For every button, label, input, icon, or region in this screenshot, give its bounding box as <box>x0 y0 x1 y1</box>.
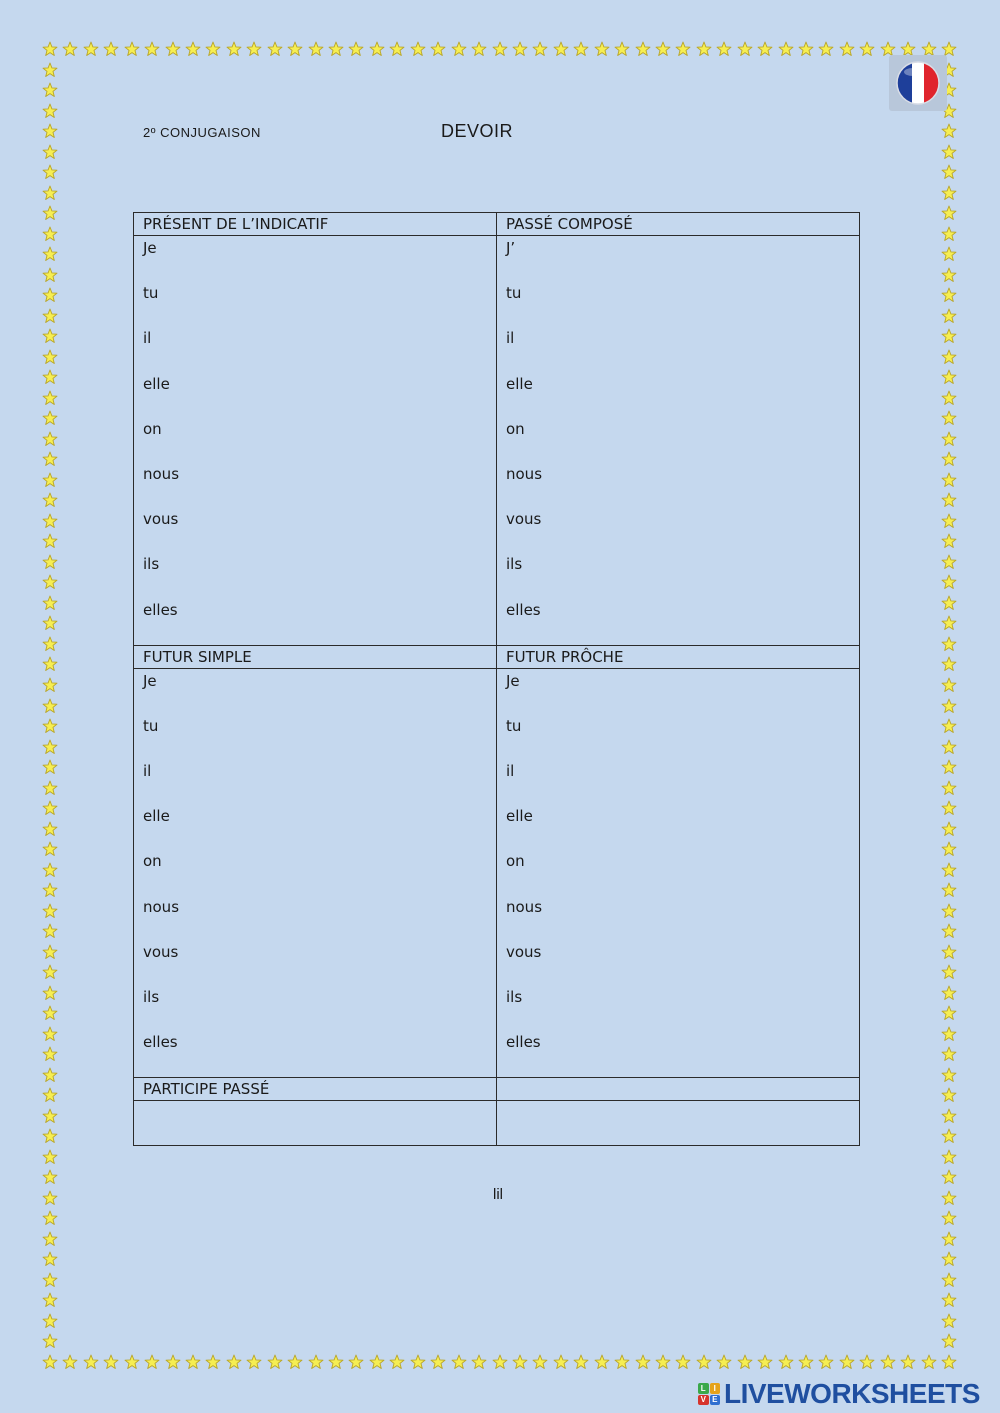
star-icon <box>941 759 957 775</box>
star-icon <box>42 677 58 693</box>
star-icon <box>941 985 957 1001</box>
star-icon <box>42 226 58 242</box>
star-icon <box>798 41 814 57</box>
star-icon <box>42 985 58 1001</box>
worksheet-subtitle: 2º CONJUGAISON <box>143 125 261 140</box>
star-icon <box>165 1354 181 1370</box>
star-icon <box>512 1354 528 1370</box>
star-icon <box>451 1354 467 1370</box>
star-icon <box>308 41 324 57</box>
star-icon <box>42 964 58 980</box>
pronoun-line: vous <box>506 942 542 961</box>
star-icon <box>124 1354 140 1370</box>
star-icon <box>880 1354 896 1370</box>
star-icon <box>42 451 58 467</box>
star-icon <box>696 41 712 57</box>
pronoun-column[interactable] <box>134 236 497 646</box>
star-icon <box>42 246 58 262</box>
pronoun-line: nous <box>506 464 543 483</box>
star-icon <box>42 308 58 324</box>
tense-heading: PARTICIPE PASSÉ <box>134 1078 497 1101</box>
star-icon <box>42 615 58 631</box>
star-icon <box>124 41 140 57</box>
pronoun-column[interactable] <box>497 668 860 1078</box>
star-icon <box>42 841 58 857</box>
star-icon <box>941 718 957 734</box>
logo-letter: I <box>710 1383 721 1394</box>
star-icon <box>941 656 957 672</box>
star-icon <box>941 287 957 303</box>
star-icon <box>42 82 58 98</box>
star-icon <box>42 1067 58 1083</box>
star-icon <box>941 677 957 693</box>
pronoun-line: il <box>143 329 152 348</box>
star-icon <box>42 554 58 570</box>
star-icon <box>594 41 610 57</box>
star-icon <box>83 1354 99 1370</box>
star-icon <box>941 431 957 447</box>
star-icon <box>839 41 855 57</box>
star-icon <box>185 41 201 57</box>
star-icon <box>941 1026 957 1042</box>
star-icon <box>941 267 957 283</box>
star-icon <box>941 369 957 385</box>
star-icon <box>941 1231 957 1247</box>
star-icon <box>246 1354 262 1370</box>
pronoun-line: vous <box>143 510 179 529</box>
pronoun-line: il <box>506 762 515 781</box>
star-icon <box>42 862 58 878</box>
star-icon <box>941 328 957 344</box>
star-icon <box>614 41 630 57</box>
star-icon <box>42 698 58 714</box>
star-icon <box>798 1354 814 1370</box>
star-icon <box>778 41 794 57</box>
star-icon <box>42 800 58 816</box>
star-icon <box>369 1354 385 1370</box>
star-icon <box>42 1026 58 1042</box>
star-icon <box>573 1354 589 1370</box>
pronoun-line: tu <box>143 284 159 303</box>
star-icon <box>430 41 446 57</box>
star-icon <box>42 1046 58 1062</box>
star-icon <box>144 41 160 57</box>
pronoun-line: elle <box>143 807 170 826</box>
star-icon <box>42 1087 58 1103</box>
star-icon <box>614 1354 630 1370</box>
star-icon <box>103 1354 119 1370</box>
star-icon <box>941 451 957 467</box>
star-icon <box>348 41 364 57</box>
star-icon <box>42 533 58 549</box>
pronoun-line: il <box>506 329 515 348</box>
pronoun-line: tu <box>506 716 522 735</box>
star-icon <box>205 41 221 57</box>
star-icon <box>941 1354 957 1370</box>
star-icon <box>941 554 957 570</box>
star-icon <box>941 780 957 796</box>
star-icon <box>941 308 957 324</box>
star-icon <box>83 41 99 57</box>
pronoun-line: on <box>506 419 525 438</box>
star-icon <box>42 882 58 898</box>
star-icon <box>696 1354 712 1370</box>
star-icon <box>635 1354 651 1370</box>
star-icon <box>42 164 58 180</box>
pronoun-line: tu <box>143 716 159 735</box>
star-icon <box>941 1128 957 1144</box>
star-icon <box>941 123 957 139</box>
star-icon <box>287 1354 303 1370</box>
star-icon <box>941 164 957 180</box>
star-icon <box>532 41 548 57</box>
star-icon <box>42 41 58 57</box>
star-icon <box>512 41 528 57</box>
star-icon <box>941 1108 957 1124</box>
pronoun-line: nous <box>143 464 180 483</box>
pronoun-line: ils <box>506 555 523 574</box>
star-icon <box>941 1272 957 1288</box>
star-icon <box>941 595 957 611</box>
section-header-row <box>134 645 860 668</box>
star-icon <box>941 1333 957 1349</box>
star-icon <box>941 226 957 242</box>
star-icon <box>42 1190 58 1206</box>
star-icon <box>42 574 58 590</box>
footer-text: lil <box>493 1186 503 1203</box>
star-icon <box>941 1046 957 1062</box>
france-flag-icon <box>889 55 947 111</box>
star-icon <box>757 1354 773 1370</box>
star-icon <box>42 1231 58 1247</box>
star-icon <box>573 41 589 57</box>
star-icon <box>716 1354 732 1370</box>
star-icon <box>941 923 957 939</box>
star-icon <box>492 1354 508 1370</box>
pronoun-line: elle <box>506 807 533 826</box>
star-icon <box>42 944 58 960</box>
star-icon <box>389 1354 405 1370</box>
logo-letter: V <box>698 1395 709 1406</box>
pronoun-column[interactable] <box>134 668 497 1078</box>
star-icon <box>532 1354 548 1370</box>
pronoun-line: on <box>506 852 525 871</box>
star-icon <box>941 472 957 488</box>
star-icon <box>42 369 58 385</box>
pronoun-line: elles <box>143 1033 178 1052</box>
participle-header-row <box>134 1078 860 1101</box>
star-icon <box>941 349 957 365</box>
star-icon <box>62 41 78 57</box>
star-icon <box>900 1354 916 1370</box>
pronoun-line: il <box>143 762 152 781</box>
star-icon <box>144 1354 160 1370</box>
star-icon <box>594 1354 610 1370</box>
star-icon <box>42 903 58 919</box>
star-icon <box>185 1354 201 1370</box>
star-icon <box>737 1354 753 1370</box>
star-icon <box>42 103 58 119</box>
liveworksheets-icon <box>698 1383 720 1405</box>
star-icon <box>103 41 119 57</box>
star-icon <box>42 1292 58 1308</box>
tense-heading: PRÉSENT DE L’INDICATIF <box>134 213 497 236</box>
star-icon <box>42 780 58 796</box>
pronoun-line: elles <box>143 600 178 619</box>
star-icon <box>941 144 957 160</box>
star-icon <box>430 1354 446 1370</box>
star-icon <box>369 41 385 57</box>
tense-heading: PASSÉ COMPOSÉ <box>497 213 860 236</box>
star-icon <box>941 1251 957 1267</box>
star-icon <box>941 1005 957 1021</box>
pronoun-line: elle <box>143 374 170 393</box>
star-icon <box>42 1128 58 1144</box>
answer-cell[interactable] <box>497 1101 860 1146</box>
star-icon <box>941 1210 957 1226</box>
star-icon <box>655 41 671 57</box>
star-icon <box>42 923 58 939</box>
star-icon <box>635 41 651 57</box>
star-icon <box>941 185 957 201</box>
pronoun-line: Je <box>143 239 157 257</box>
star-icon <box>328 1354 344 1370</box>
star-icon <box>716 41 732 57</box>
star-icon <box>328 41 344 57</box>
star-icon <box>42 472 58 488</box>
star-icon <box>42 1313 58 1329</box>
pronoun-line: tu <box>506 284 522 303</box>
star-icon <box>410 41 426 57</box>
star-icon <box>941 862 957 878</box>
star-icon <box>818 41 834 57</box>
star-icon <box>859 1354 875 1370</box>
star-icon <box>62 1354 78 1370</box>
star-icon <box>42 513 58 529</box>
star-icon <box>287 41 303 57</box>
section-header-row <box>134 213 860 236</box>
star-icon <box>553 41 569 57</box>
logo-letter: L <box>698 1383 709 1394</box>
star-icon <box>42 1210 58 1226</box>
liveworksheets-logo[interactable] <box>698 1378 980 1410</box>
pronoun-line: elles <box>506 1033 541 1052</box>
star-icon <box>471 41 487 57</box>
star-icon <box>42 1272 58 1288</box>
star-icon <box>859 41 875 57</box>
star-icon <box>267 41 283 57</box>
star-icon <box>941 636 957 652</box>
star-icon <box>941 1292 957 1308</box>
star-icon <box>941 1169 957 1185</box>
pronoun-line: ils <box>143 555 160 574</box>
worksheet-title: DEVOIR <box>441 121 514 141</box>
star-icon <box>451 41 467 57</box>
star-icon <box>941 944 957 960</box>
star-icon <box>42 287 58 303</box>
star-icon <box>42 431 58 447</box>
star-icon <box>42 1005 58 1021</box>
star-icon <box>941 1067 957 1083</box>
pronoun-line: nous <box>506 897 543 916</box>
pronoun-line: Je <box>143 671 157 690</box>
pronoun-column[interactable] <box>497 236 860 646</box>
star-icon <box>553 1354 569 1370</box>
star-icon <box>941 1149 957 1165</box>
star-icon <box>941 1190 957 1206</box>
pronoun-line: vous <box>506 510 542 529</box>
star-icon <box>42 739 58 755</box>
pronoun-line: elle <box>506 374 533 393</box>
star-icon <box>941 841 957 857</box>
star-icon <box>941 615 957 631</box>
star-icon <box>348 1354 364 1370</box>
star-icon <box>492 41 508 57</box>
pronoun-line: nous <box>143 897 180 916</box>
star-icon <box>410 1354 426 1370</box>
star-icon <box>941 821 957 837</box>
tense-heading: FUTUR SIMPLE <box>134 645 497 668</box>
star-icon <box>818 1354 834 1370</box>
star-icon <box>941 574 957 590</box>
empty-cell <box>497 1078 860 1101</box>
star-icon <box>471 1354 487 1370</box>
star-icon <box>42 205 58 221</box>
star-icon <box>226 1354 242 1370</box>
star-icon <box>655 1354 671 1370</box>
star-icon <box>267 1354 283 1370</box>
star-icon <box>42 144 58 160</box>
star-icon <box>921 1354 937 1370</box>
star-icon <box>165 41 181 57</box>
star-icon <box>941 1087 957 1103</box>
star-icon <box>941 739 957 755</box>
pronoun-line: elles <box>506 600 541 619</box>
liveworksheets-wordmark: LIVEWORKSHEETS <box>724 1378 980 1409</box>
star-icon <box>42 1333 58 1349</box>
star-icon <box>941 964 957 980</box>
star-icon <box>42 410 58 426</box>
star-icon <box>941 513 957 529</box>
participle-answer-row <box>134 1101 860 1146</box>
star-icon <box>42 349 58 365</box>
star-icon <box>42 123 58 139</box>
logo-letter: E <box>710 1395 721 1406</box>
star-icon <box>941 410 957 426</box>
star-icon <box>941 698 957 714</box>
pronoun-line: Je <box>506 671 520 690</box>
star-icon <box>941 882 957 898</box>
star-icon <box>42 1354 58 1370</box>
star-icon <box>42 492 58 508</box>
star-icon <box>941 246 957 262</box>
star-icon <box>42 595 58 611</box>
conjugation-table <box>133 212 860 1146</box>
star-icon <box>42 390 58 406</box>
star-icon <box>839 1354 855 1370</box>
star-icon <box>757 41 773 57</box>
star-icon <box>941 390 957 406</box>
star-icon <box>42 718 58 734</box>
star-icon <box>226 41 242 57</box>
star-icon <box>42 636 58 652</box>
answer-cell[interactable] <box>134 1101 497 1146</box>
section-body-row <box>134 668 860 1078</box>
star-icon <box>246 41 262 57</box>
star-icon <box>941 800 957 816</box>
star-icon <box>42 1251 58 1267</box>
star-icon <box>778 1354 794 1370</box>
star-icon <box>675 1354 691 1370</box>
tense-heading: FUTUR PRÔCHE <box>497 645 860 668</box>
pronoun-line: J’ <box>506 239 516 257</box>
pronoun-line: vous <box>143 942 179 961</box>
pronoun-line: on <box>143 852 162 871</box>
section-body-row <box>134 236 860 646</box>
star-icon <box>42 759 58 775</box>
star-icon <box>42 821 58 837</box>
pronoun-line: on <box>143 419 162 438</box>
star-icon <box>42 1108 58 1124</box>
star-icon <box>941 903 957 919</box>
star-icon <box>941 1313 957 1329</box>
star-icon <box>308 1354 324 1370</box>
star-icon <box>42 62 58 78</box>
star-icon <box>941 205 957 221</box>
star-icon <box>42 656 58 672</box>
star-icon <box>42 1169 58 1185</box>
star-icon <box>941 492 957 508</box>
star-icon <box>42 185 58 201</box>
star-icon <box>42 267 58 283</box>
star-icon <box>42 1149 58 1165</box>
pronoun-line: ils <box>506 988 523 1006</box>
star-icon <box>737 41 753 57</box>
star-icon <box>205 1354 221 1370</box>
star-icon <box>389 41 405 57</box>
pronoun-line: ils <box>143 988 160 1006</box>
star-icon <box>941 533 957 549</box>
star-icon <box>675 41 691 57</box>
star-icon <box>42 328 58 344</box>
